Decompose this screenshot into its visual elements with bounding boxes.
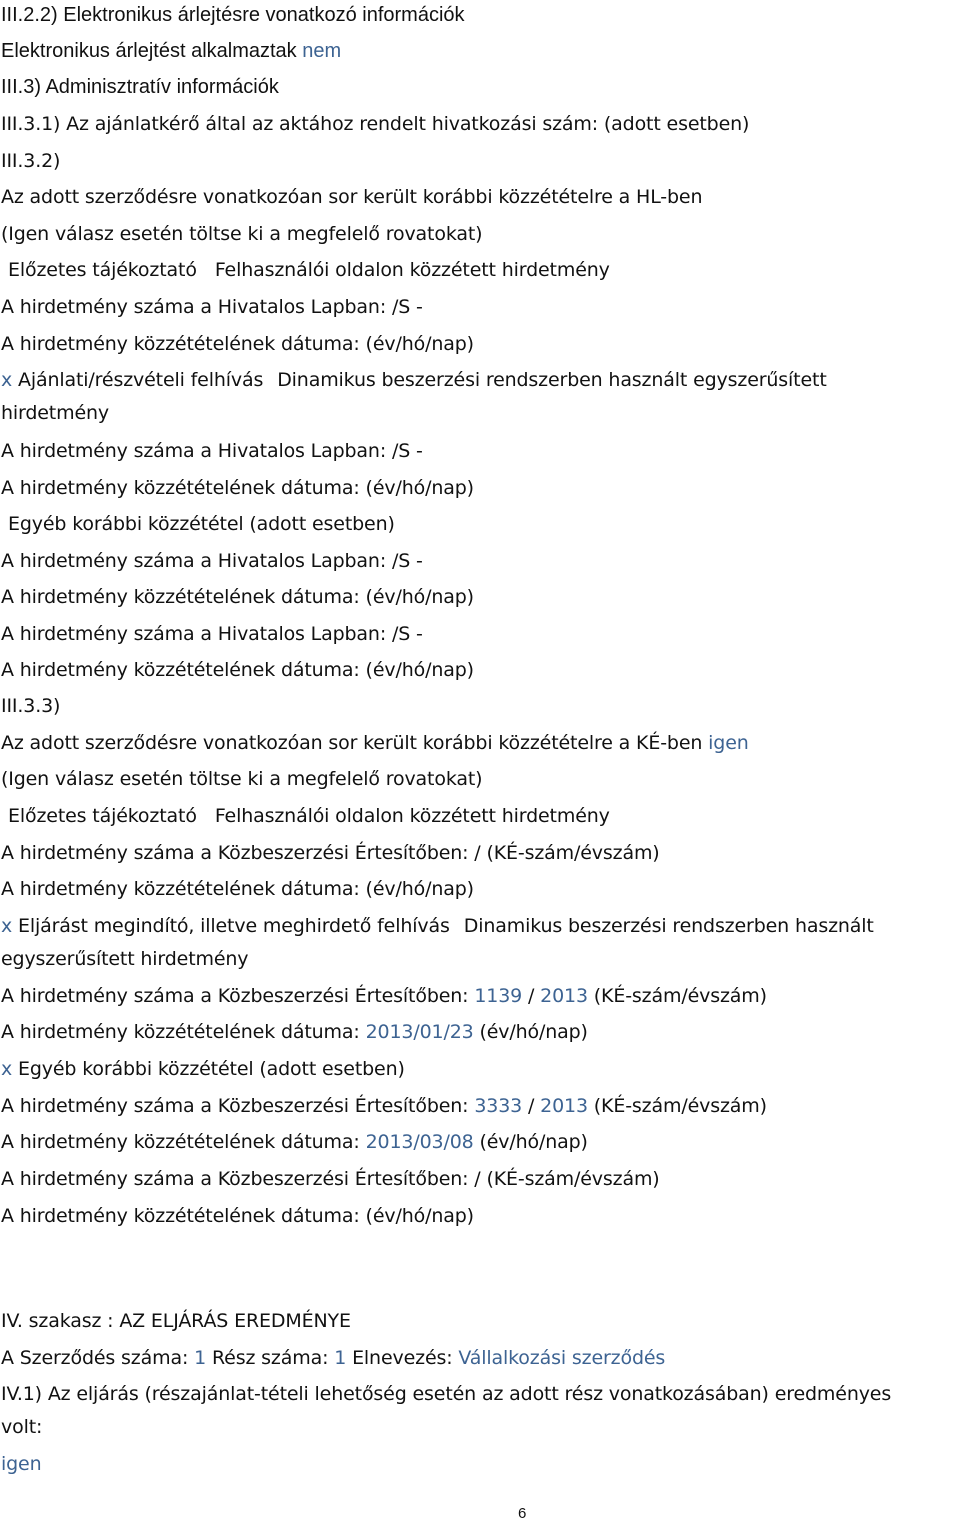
- hl-ref-2: A hirdetmény száma a Hivatalos Lapban: /S -: [1, 440, 423, 462]
- ke-date-3-suffix: (év/hó/nap): [479, 1131, 588, 1153]
- ke-date-1: A hirdetmény közzétételének dátuma: (év/hó/nap): [1, 878, 474, 900]
- hl-option-row-1: [1, 258, 610, 282]
- ke-ref-3-label: A hirdetmény száma a Közbeszerzési Értesítőben:: [1, 1095, 469, 1117]
- hl-opt-dps-cont: hirdetmény: [1, 402, 109, 424]
- ke-date-4: A hirdetmény közzétételének dátuma: (év/hó/nap): [1, 1205, 474, 1227]
- e-auction-statement: [1, 39, 341, 63]
- contract-number-label: A Szerződés száma:: [1, 1347, 189, 1369]
- contract-info-row: [1, 1346, 665, 1370]
- hl-date-4: A hirdetmény közzétételének dátuma: (év/hó/nap): [1, 659, 474, 681]
- section-heading-iv: [1, 1309, 351, 1333]
- ke-ref-2-label: A hirdetmény száma a Közbeszerzési Értesítőben:: [1, 985, 469, 1007]
- ke-opt-dps: Dinamikus beszerzési rendszerben használt: [463, 915, 874, 937]
- hl-opt-call: Ajánlati/részvételi felhívás: [18, 369, 264, 391]
- ke-ref-3-year: 2013: [540, 1095, 588, 1117]
- ke-date-2-value: 2013/01/23: [365, 1021, 474, 1043]
- ke-opt-prior: Előzetes tájékoztató: [8, 805, 197, 827]
- ke-opt-dps-cont: egyszerűsített hirdetmény: [1, 948, 249, 970]
- ke-date-2-suffix: (év/hó/nap): [479, 1021, 588, 1043]
- outcome-answer: igen: [1, 1453, 42, 1475]
- ke-date-3-label: A hirdetmény közzétételének dátuma:: [1, 1131, 360, 1153]
- section-iv-title: szakasz : AZ ELJÁRÁS EREDMÉNYE: [28, 1310, 351, 1332]
- hl-mark-x: x: [1, 369, 13, 391]
- ke-question: Az adott szerződésre vonatkozóan sor került korábbi közzétételre a KÉ-ben: [1, 732, 703, 754]
- section-heading-iii-3-3: III.3.3): [1, 695, 61, 717]
- ke-mark-x-1: x: [1, 915, 13, 937]
- hl-option-row-2: [1, 368, 827, 392]
- section-heading-iii-2-2: III.2.2) Elektronikus árlejtésre vonatkozó információk: [1, 4, 465, 26]
- ke-opt-call: Eljárást megindító, illetve meghirdető felhívás: [18, 915, 450, 937]
- contract-number-value: 1: [194, 1347, 207, 1369]
- ke-ref-3-number: 3333: [474, 1095, 523, 1117]
- ke-ref-2-number: 1139: [474, 985, 523, 1007]
- part-number-label: Rész száma:: [211, 1347, 329, 1369]
- ke-option-row-1: [1, 804, 610, 828]
- e-auction-value: nem: [302, 40, 342, 62]
- ke-date-3: [1, 1130, 588, 1154]
- ke-date-3-value: 2013/03/08: [365, 1131, 474, 1153]
- ke-date-2-label: A hirdetmény közzétételének dátuma:: [1, 1021, 360, 1043]
- outcome-question-cont: volt:: [1, 1416, 43, 1438]
- section-heading-iii-3: III.3) Adminisztratív információk: [1, 76, 279, 98]
- ke-ref-4: A hirdetmény száma a Közbeszerzési Értesítőben: / (KÉ-szám/évszám): [1, 1168, 660, 1190]
- hl-instruction: (Igen válasz esetén töltse ki a megfelelő rovatokat): [1, 223, 483, 245]
- ke-mark-x-2: x: [1, 1058, 13, 1080]
- ke-ref-3: [1, 1094, 767, 1118]
- ke-ref-3-sep: /: [527, 1095, 535, 1117]
- section-iv-number: IV.: [1, 1310, 23, 1332]
- hl-opt-dps: Dinamikus beszerzési rendszerben használt egyszerűsített: [277, 369, 827, 391]
- hl-ref-1: A hirdetmény száma a Hivatalos Lapban: /S -: [1, 296, 423, 318]
- contract-name-value: Vállalkozási szerződés: [458, 1347, 666, 1369]
- ke-opt-profile: Felhasználói oldalon közzétett hirdetmény: [214, 805, 610, 827]
- hl-opt-prior: Előzetes tájékoztató: [8, 259, 197, 281]
- hl-ref-4: A hirdetmény száma a Hivatalos Lapban: /S -: [1, 623, 423, 645]
- ke-option-row-3: [1, 1057, 405, 1081]
- ke-ref-2-sep: /: [527, 985, 535, 1007]
- hl-ref-3: A hirdetmény száma a Hivatalos Lapban: /S -: [1, 550, 423, 572]
- ke-answer: igen: [708, 732, 749, 754]
- outcome-question: IV.1) Az eljárás (részajánlat-tételi lehetőség esetén az adott rész vonatkozásában) eredményes: [1, 1383, 892, 1405]
- hl-option-row-3: [1, 512, 395, 536]
- page-number: 6: [518, 1505, 527, 1522]
- hl-date-1: A hirdetmény közzétételének dátuma: (év/hó/nap): [1, 333, 474, 355]
- hl-date-3: A hirdetmény közzétételének dátuma: (év/hó/nap): [1, 586, 474, 608]
- hl-date-2: A hirdetmény közzétételének dátuma: (év/hó/nap): [1, 477, 474, 499]
- contract-name-label: Elnevezés:: [352, 1347, 453, 1369]
- hl-question: Az adott szerződésre vonatkozóan sor került korábbi közzétételre a HL-ben: [1, 186, 703, 208]
- hl-opt-profile: Felhasználói oldalon közzétett hirdetmény: [214, 259, 610, 281]
- ke-ref-2: [1, 984, 767, 1008]
- part-number-value: 1: [334, 1347, 347, 1369]
- ke-opt-other: Egyéb korábbi közzététel (adott esetben): [18, 1058, 405, 1080]
- e-auction-label: Elektronikus árlejtést alkalmaztak: [1, 40, 297, 62]
- ke-ref-1: A hirdetmény száma a Közbeszerzési Értesítőben: / (KÉ-szám/évszám): [1, 842, 660, 864]
- hl-opt-other: Egyéb korábbi közzététel (adott esetben): [8, 513, 395, 535]
- ke-option-row-2: [1, 914, 874, 938]
- section-heading-iii-3-1: III.3.1) Az ajánlatkérő által az aktához rendelt hivatkozási szám: (adott esetben): [1, 113, 750, 135]
- ke-ref-2-year: 2013: [540, 985, 588, 1007]
- section-heading-iii-3-2: III.3.2): [1, 150, 61, 172]
- ke-ref-3-suffix: (KÉ-szám/évszám): [593, 1095, 767, 1117]
- ke-date-2: [1, 1020, 588, 1044]
- ke-instruction: (Igen válasz esetén töltse ki a megfelelő rovatokat): [1, 768, 483, 790]
- ke-question-row: [1, 731, 749, 755]
- ke-ref-2-suffix: (KÉ-szám/évszám): [593, 985, 767, 1007]
